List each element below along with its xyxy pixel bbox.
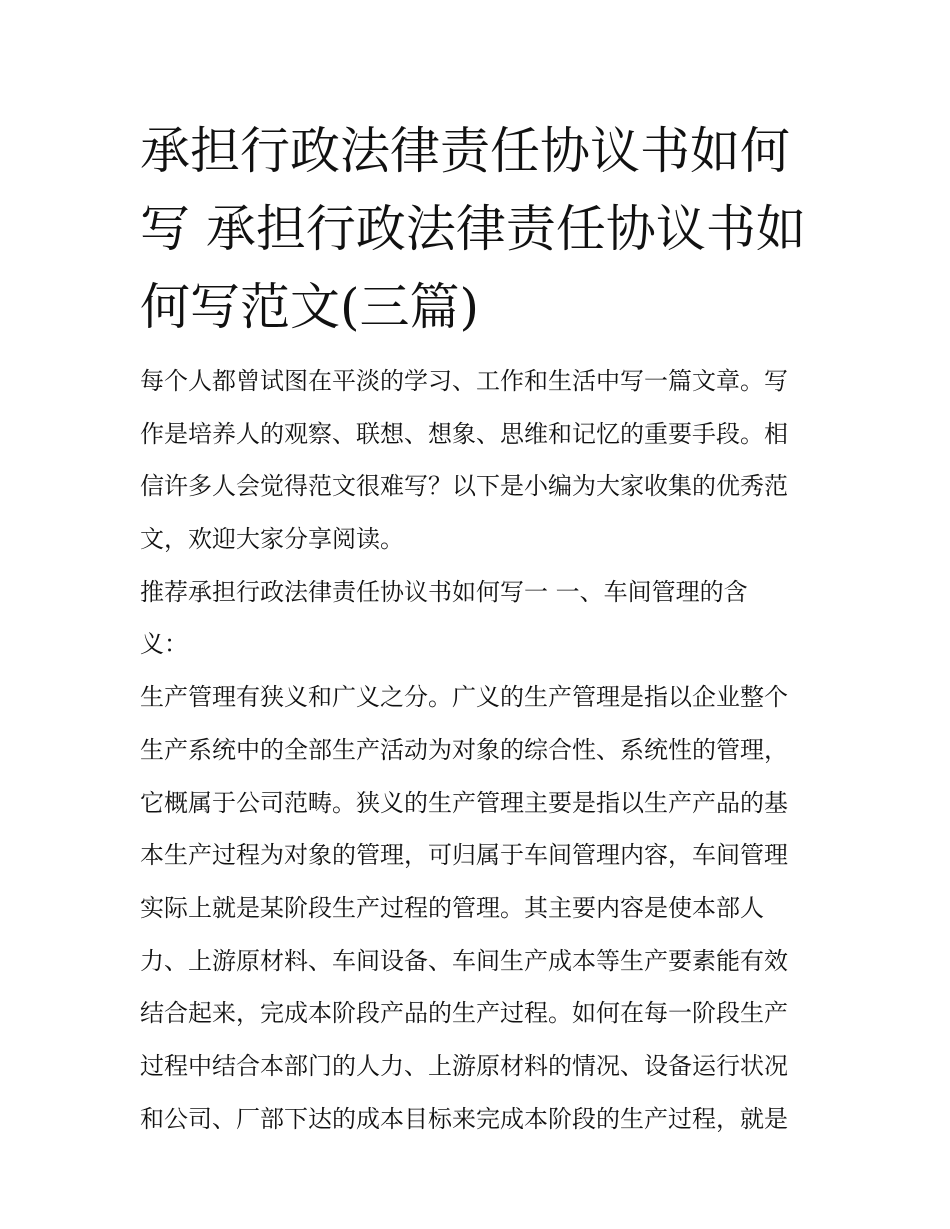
title-line: 承担行政法律责任协议书如何 xyxy=(140,122,790,180)
intro-line: 每个人都曾试图在平淡的学习、工作和生活中写一篇文章。写 xyxy=(140,367,788,395)
intro-line: 文，欢迎大家分享阅读。 xyxy=(140,525,404,554)
document-body xyxy=(140,355,820,1145)
paragraph-line: 生产系统中的全部生产活动为对象的综合性、系统性的管理， xyxy=(140,735,788,764)
title-line: 何写范文(三篇) xyxy=(140,278,480,336)
paragraph-line: 力、上游原材料、车间设备、车间生产成本等生产要素能有效 xyxy=(140,946,788,975)
paragraph-line: 结合起来，完成本阶段产品的生产过程。如何在每一阶段生产 xyxy=(140,999,788,1028)
paragraph-line: 实际上就是某阶段生产过程的管理。其主要内容是使本部人 xyxy=(140,893,764,922)
paragraph-line: 本生产过程为对象的管理，可归属于车间管理内容，车间管理 xyxy=(140,841,788,870)
paragraph-line: 和公司、厂部下达的成本目标来完成本阶段的生产过程，就是 xyxy=(140,1104,788,1133)
title-line: 写 承担行政法律责任协议书如 xyxy=(140,200,806,258)
section-heading-line: 义： xyxy=(140,630,188,659)
section-heading-line: 推荐承担行政法律责任协议书如何写一 一、车间管理的含 xyxy=(140,577,748,606)
paragraph-line: 它概属于公司范畴。狭义的生产管理主要是指以生产产品的基 xyxy=(140,788,788,817)
intro-line: 信许多人会觉得范文很难写？以下是小编为大家收集的优秀范 xyxy=(140,472,788,501)
paragraph-line: 过程中结合本部门的人力、上游原材料的情况、设备运行状况 xyxy=(140,1051,788,1080)
intro-line: 作是培养人的观察、联想、想象、思维和记忆的重要手段。相 xyxy=(140,419,788,448)
paragraph-line: 生产管理有狭义和广义之分。广义的生产管理是指以企业整个 xyxy=(140,683,788,712)
document-title xyxy=(140,112,820,346)
